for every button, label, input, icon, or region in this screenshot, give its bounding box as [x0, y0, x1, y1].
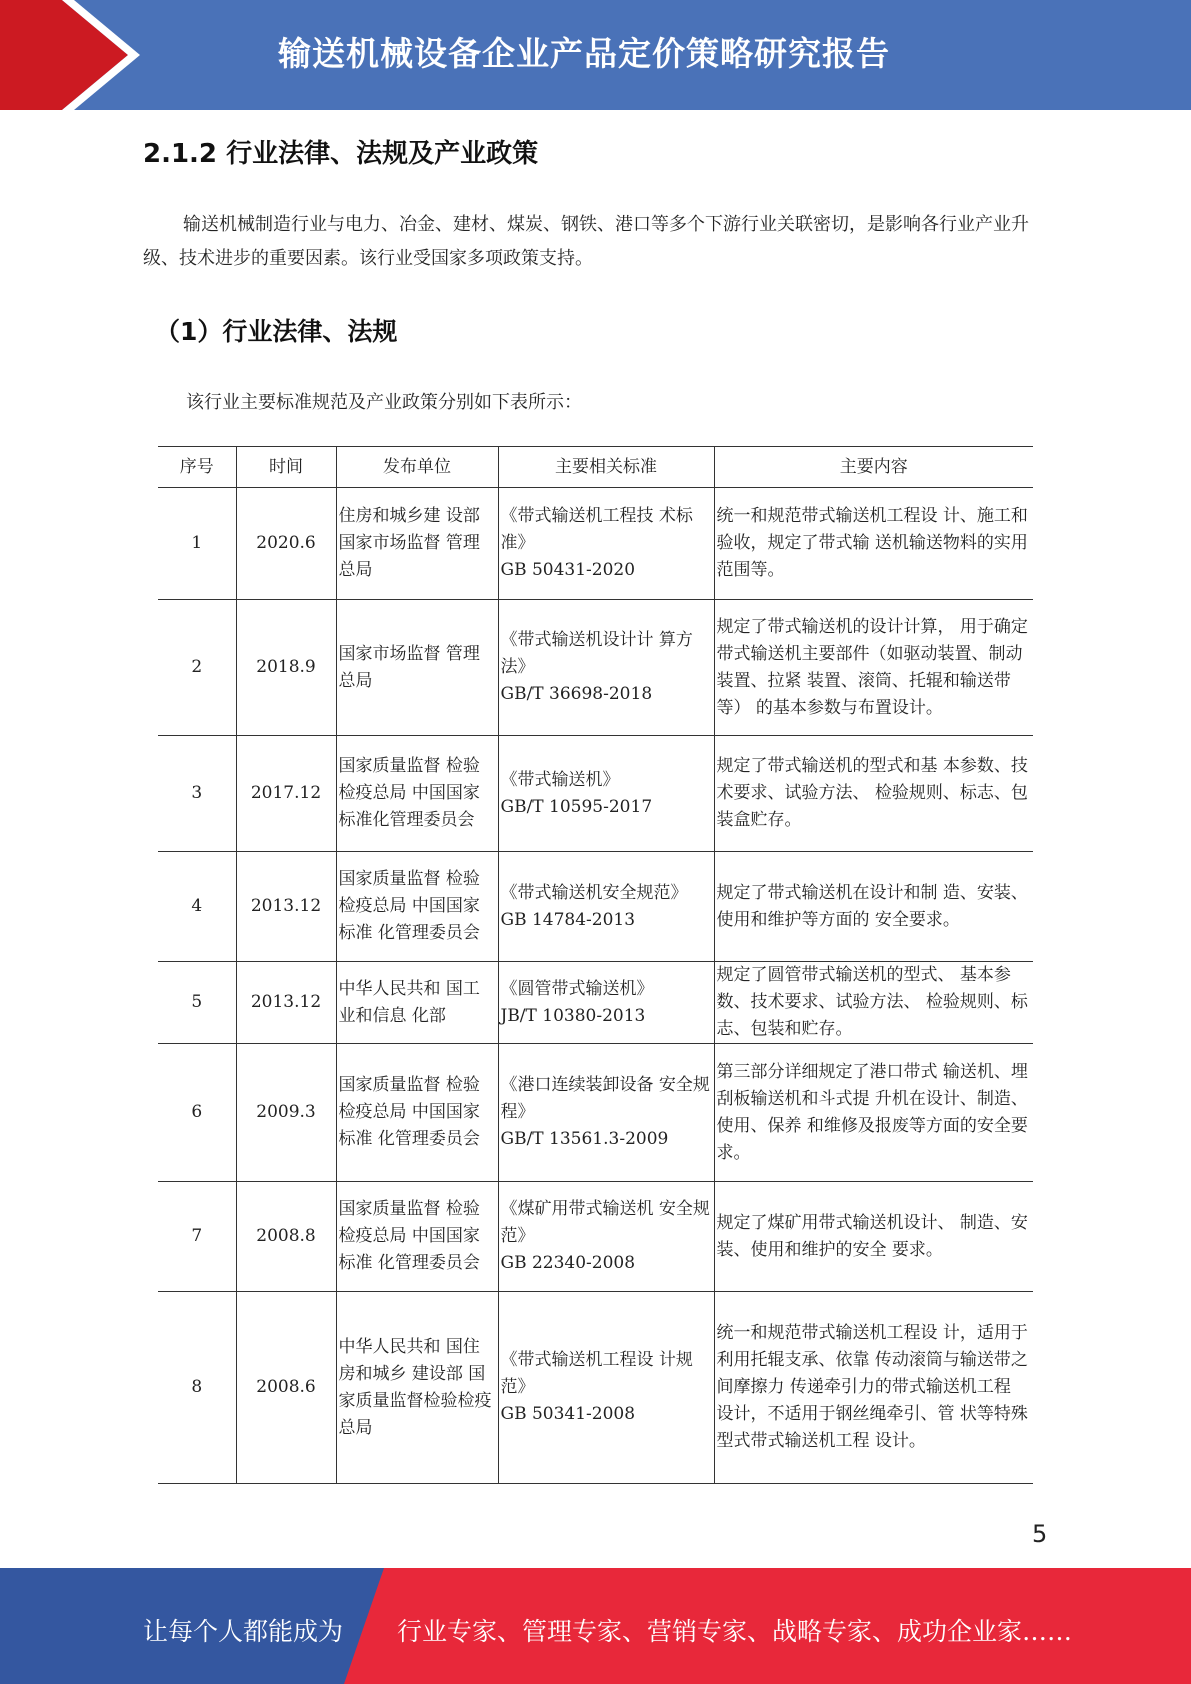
row-time: 2018.9	[236, 600, 336, 736]
row-number: 4	[158, 852, 236, 962]
issuer-text: 国家质量监督 检验检疫总局 中国国家标准 化管理委员会	[338, 869, 480, 943]
row-time: 2013.12	[236, 962, 336, 1044]
issuer-text: 中华人民共和 国住房和城乡 建设部 国家质量监督检验检疫总局	[338, 1336, 492, 1438]
standard-name: 《港口连续装卸设备 安全规程》	[500, 1075, 710, 1122]
issuer-text: 中华人民共和 国工业和信息 化部	[338, 978, 480, 1026]
row-number: 6	[158, 1044, 236, 1182]
standard-code: GB/T 13561.3-2009	[500, 1129, 669, 1149]
table-row	[158, 1292, 1033, 1484]
row-issuer	[336, 1182, 498, 1292]
issuer-text: 国家质量监督 检验检疫总局 中国国家标准 化管理委员会	[338, 1199, 480, 1273]
table-row	[158, 600, 1033, 736]
row-standard	[498, 1182, 714, 1292]
standard-name: 《带式输送机安全规范》	[500, 882, 688, 903]
row-time: 2020.6	[236, 488, 336, 600]
row-content: 第三部分详细规定了港口带式 输送机、埋刮板输送机和斗式提 升机在设计、制造、使用、保养 和维修及报废等方面的安全要 求。	[714, 1044, 1033, 1182]
row-issuer	[336, 736, 498, 852]
row-standard	[498, 962, 714, 1044]
standards-table	[158, 446, 1033, 1484]
row-content: 规定了带式输送机的设计计算， 用于确定带式输送机主要部件（如驱动装置、制动装置、拉紧 装置、滚筒、托辊和输送带等） 的基本参数与布置设计。	[714, 600, 1033, 736]
standard-code: JB/T 10380-2013	[500, 1005, 646, 1026]
header-banner	[0, 0, 1191, 110]
col-header-no: 序号	[158, 447, 236, 488]
row-time: 2017.12	[236, 736, 336, 852]
row-standard	[498, 736, 714, 852]
row-issuer	[336, 962, 498, 1044]
table-row	[158, 1044, 1033, 1182]
table-row	[158, 852, 1033, 962]
row-number: 3	[158, 736, 236, 852]
row-content: 规定了带式输送机的型式和基 本参数、技术要求、试验方法、 检验规则、标志、包装盒贮存。	[714, 736, 1033, 852]
standard-name: 《带式输送机工程设 计规范》	[500, 1350, 693, 1397]
footer-slogan-right: 行业专家、管理专家、营销专家、战略专家、成功企业家……	[397, 1617, 1073, 1646]
standard-name: 《煤矿用带式输送机 安全规范》	[500, 1199, 710, 1246]
row-time: 2013.12	[236, 852, 336, 962]
subsection-heading: （1）行业法律、法规	[155, 317, 398, 346]
standard-code: GB 14784-2013	[500, 909, 636, 930]
row-standard	[498, 600, 714, 736]
table-row	[158, 962, 1033, 1044]
col-header-issuer: 发布单位	[336, 447, 498, 488]
row-content: 规定了煤矿用带式输送机设计、 制造、安装、使用和维护的安全 要求。	[714, 1182, 1033, 1292]
report-title: 输送机械设备企业产品定价策略研究报告	[278, 34, 890, 73]
standard-name: 《带式输送机设计计 算方法》	[500, 630, 693, 677]
row-number: 5	[158, 962, 236, 1044]
row-number: 8	[158, 1292, 236, 1484]
row-standard	[498, 1292, 714, 1484]
issuer-text: 住房和城乡建 设部 国家市场监督 管理总局	[338, 506, 480, 580]
row-content: 统一和规范带式输送机工程设 计，适用于利用托辊支承、依靠 传动滚筒与输送带之间摩擦力 传递牵引力的带式输送机工程 设计，不适用于钢丝绳牵引、管 状等特殊型式带式输送机工程 设计。	[714, 1292, 1033, 1484]
col-header-standard: 主要相关标准	[498, 447, 714, 488]
row-time: 2009.3	[236, 1044, 336, 1182]
row-issuer	[336, 1292, 498, 1484]
standard-code: GB 50341-2008	[500, 1404, 636, 1424]
row-number: 7	[158, 1182, 236, 1292]
row-number: 1	[158, 488, 236, 600]
standard-name: 《带式输送机》	[500, 769, 620, 790]
row-number: 2	[158, 600, 236, 736]
standard-code: GB 50431-2020	[500, 560, 636, 580]
row-issuer	[336, 488, 498, 600]
issuer-text: 国家市场监督 管理总局	[338, 643, 480, 691]
table-header-row	[158, 447, 1033, 488]
row-content: 规定了圆管带式输送机的型式、 基本参数、技术要求、试验方法、 检验规则、标志、包装和贮存。	[714, 962, 1033, 1044]
standard-name: 《带式输送机工程技 术标准》	[500, 506, 693, 553]
col-header-time: 时间	[236, 447, 336, 488]
table-row	[158, 488, 1033, 600]
issuer-text: 国家质量监督 检验检疫总局 中国国家标准化管理委员会	[338, 756, 480, 830]
row-issuer	[336, 852, 498, 962]
row-issuer	[336, 600, 498, 736]
table-intro: 该行业主要标准规范及产业政策分别如下表所示：	[186, 392, 582, 413]
row-standard	[498, 1044, 714, 1182]
row-time: 2008.8	[236, 1182, 336, 1292]
page-number: 5	[1032, 1520, 1048, 1548]
row-standard	[498, 852, 714, 962]
issuer-text: 国家质量监督 检验检疫总局 中国国家标准 化管理委员会	[338, 1075, 480, 1149]
table-row	[158, 1182, 1033, 1292]
row-content: 规定了带式输送机在设计和制 造、安装、使用和维护等方面的 安全要求。	[714, 852, 1033, 962]
footer-banner	[0, 1568, 1191, 1684]
standard-code: GB 22340-2008	[500, 1253, 636, 1273]
footer-slogan-left: 让每个人都能成为	[143, 1617, 344, 1646]
section-paragraph: 输送机械制造行业与电力、冶金、建材、煤炭、钢铁、港口等多个下游行业关联密切，是影响各行业产业升级、技术进步的重要因素。该行业受国家多项政策支持。	[143, 214, 1029, 269]
col-header-content: 主要内容	[714, 447, 1033, 488]
standard-code: GB/T 36698-2018	[500, 684, 653, 704]
row-standard	[498, 488, 714, 600]
standard-code: GB/T 10595-2017	[500, 796, 653, 817]
row-content: 统一和规范带式输送机工程设 计、施工和验收，规定了带式输 送机输送物料的实用范围等。	[714, 488, 1033, 600]
row-issuer	[336, 1044, 498, 1182]
standard-name: 《圆管带式输送机》	[500, 978, 654, 999]
section-heading: 2.1.2 行业法律、法规及产业政策	[143, 139, 539, 169]
row-time: 2008.6	[236, 1292, 336, 1484]
table-row	[158, 736, 1033, 852]
